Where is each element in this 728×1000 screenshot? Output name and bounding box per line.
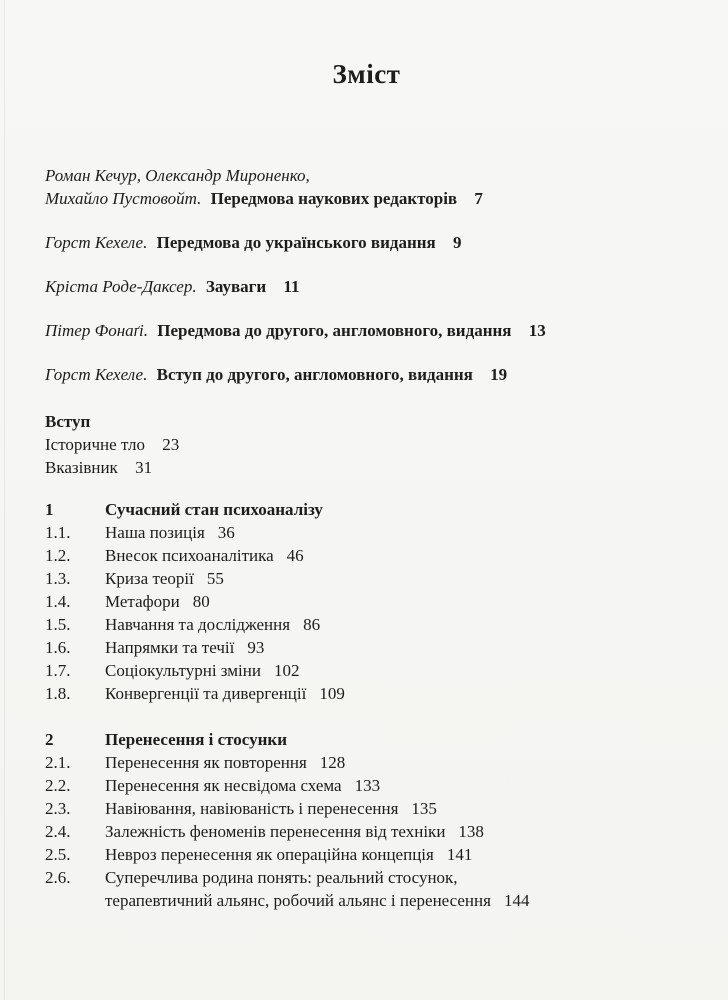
page-number: 80 bbox=[192, 592, 210, 611]
item-title: Напрямки та течії bbox=[105, 638, 235, 657]
chapter-title: Перенесення і стосунки bbox=[105, 730, 288, 749]
page-number: 13 bbox=[528, 321, 546, 340]
toc-item bbox=[45, 590, 688, 613]
item-title: Історичне тло bbox=[45, 435, 145, 454]
item-number: 1.4. bbox=[45, 592, 71, 611]
toc-item bbox=[45, 521, 688, 544]
entry-title: Зауваги bbox=[205, 277, 267, 296]
item-number: 1.2. bbox=[45, 546, 71, 565]
item-number: 1.7. bbox=[45, 661, 71, 680]
item-title: Залежність феноменів перенесення від техніки bbox=[105, 822, 446, 841]
item-title: Внесок психоаналітика bbox=[105, 546, 274, 565]
item-title: Криза теорії bbox=[105, 569, 194, 588]
entry-title: Вступ до другого, англомовного, видання bbox=[156, 365, 473, 384]
author-names: Горст Кехеле. bbox=[45, 233, 148, 252]
item-title: Навчання та дослідження bbox=[105, 615, 291, 634]
chapter-1-section bbox=[45, 498, 688, 705]
entry-title-line bbox=[45, 187, 688, 210]
page-number: 128 bbox=[319, 753, 346, 772]
toc-entry bbox=[45, 319, 688, 342]
intro-heading: Вступ bbox=[45, 412, 91, 431]
toc-item bbox=[45, 613, 688, 636]
intro-section bbox=[45, 410, 688, 479]
page-number: 11 bbox=[283, 277, 300, 296]
page-number: 141 bbox=[446, 845, 473, 864]
page-number: 93 bbox=[247, 638, 265, 657]
item-title: Суперечлива родина понять: реальний стосунок, bbox=[105, 868, 458, 887]
page-number: 55 bbox=[206, 569, 224, 588]
author-names: Кріста Роде-Даксер. bbox=[45, 277, 197, 296]
item-number: 1.3. bbox=[45, 569, 71, 588]
item-number: 2.4. bbox=[45, 822, 71, 841]
page-number: 7 bbox=[474, 189, 483, 208]
toc-item bbox=[45, 433, 688, 456]
item-number: 1.6. bbox=[45, 638, 71, 657]
toc-item bbox=[45, 820, 688, 843]
page-number: 133 bbox=[354, 776, 381, 795]
item-title: Перенесення як повторення bbox=[105, 753, 307, 772]
item-number: 2.1. bbox=[45, 753, 71, 772]
item-number: 1.5. bbox=[45, 615, 71, 634]
toc-entry bbox=[45, 275, 688, 298]
entry-title: Передмова до другого, англомовного, видання bbox=[157, 321, 512, 340]
toc-item bbox=[45, 866, 688, 912]
toc-item bbox=[45, 682, 688, 705]
item-title: Вказівник bbox=[45, 458, 118, 477]
item-number: 1.8. bbox=[45, 684, 71, 703]
author-names: Михайло Пустовойт. bbox=[45, 189, 202, 208]
item-title: терапевтичний альянс, робочий альянс і перенесення bbox=[105, 891, 491, 910]
toc-item bbox=[45, 774, 688, 797]
page-number: 9 bbox=[453, 233, 462, 252]
chapter-number: 2 bbox=[45, 730, 54, 749]
toc-entry bbox=[45, 231, 688, 254]
page-number: 46 bbox=[286, 546, 304, 565]
item-title: Навіювання, навіюваність і перенесення bbox=[105, 799, 399, 818]
page-number: 135 bbox=[411, 799, 437, 818]
item-number: 2.5. bbox=[45, 845, 71, 864]
author-names: Горст Кехеле. bbox=[45, 365, 148, 384]
page-number: 144 bbox=[503, 891, 530, 910]
page-number: 19 bbox=[490, 365, 508, 384]
author-names-line bbox=[45, 164, 688, 187]
toc-entry bbox=[45, 363, 688, 386]
author-names: Роман Кечур, Олександр Мироненко, bbox=[45, 166, 310, 185]
page-number: 109 bbox=[319, 684, 345, 703]
page-number: 102 bbox=[273, 661, 300, 680]
chapter-number: 1 bbox=[45, 500, 54, 519]
item-title: Невроз перенесення як операційна концепція bbox=[105, 845, 434, 864]
page-number: 23 bbox=[162, 435, 180, 454]
entry-title: Передмова наукових редакторів bbox=[210, 189, 458, 208]
item-number: 2.6. bbox=[45, 868, 71, 887]
page-number: 31 bbox=[135, 458, 153, 477]
page-number: 86 bbox=[303, 615, 321, 634]
page-number: 138 bbox=[458, 822, 484, 841]
item-number: 2.3. bbox=[45, 799, 71, 818]
toc-item bbox=[45, 797, 688, 820]
item-title: Наша позиція bbox=[105, 523, 205, 542]
item-title: Конвергенції та дивергенції bbox=[105, 684, 307, 703]
chapter-title: Сучасний стан психоаналізу bbox=[105, 500, 323, 519]
page-title: Зміст bbox=[332, 59, 401, 89]
toc-item bbox=[45, 751, 688, 774]
entry-title: Передмова до українського видання bbox=[156, 233, 436, 252]
chapter-heading bbox=[45, 498, 688, 521]
chapter-heading bbox=[45, 728, 688, 751]
item-title: Метафори bbox=[105, 592, 180, 611]
item-number: 2.2. bbox=[45, 776, 71, 795]
toc-item bbox=[45, 456, 688, 479]
item-title: Соціокультурні зміни bbox=[105, 661, 261, 680]
preface-list bbox=[45, 164, 688, 386]
toc-item bbox=[45, 659, 688, 682]
toc-item bbox=[45, 567, 688, 590]
item-title: Перенесення як несвідома схема bbox=[105, 776, 342, 795]
toc-item bbox=[45, 544, 688, 567]
toc-item bbox=[45, 636, 688, 659]
page-number: 36 bbox=[217, 523, 235, 542]
chapter-2-section bbox=[45, 728, 688, 912]
item-number: 1.1. bbox=[45, 523, 71, 542]
toc-item bbox=[45, 843, 688, 866]
author-names: Пітер Фонаґі. bbox=[45, 321, 149, 340]
toc-entry bbox=[45, 164, 688, 210]
